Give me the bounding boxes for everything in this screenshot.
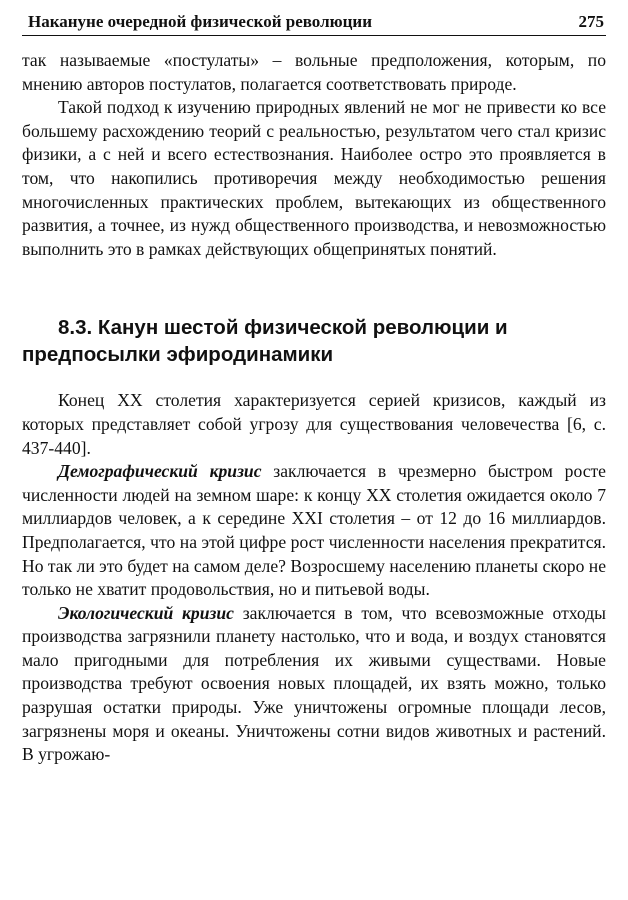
section-heading	[22, 314, 606, 368]
page-number: 275	[578, 12, 604, 31]
term-demographic-crisis: Демографический кризис	[58, 461, 262, 482]
ecological-crisis-text: заключается в том, что всевозможные отходы производства загрязнили планету настолько, что и вода, и воздух становятся мало пригодными для потребления их живыми существами. Новые производства требуют освоения новых площадей, их взять можно, только разрушая остатки природы. Уже уничтожены огромные площади лесов, загрязнены моря и океаны. Уничтожены сотни видов животных и растений. В угрожаю-	[22, 602, 606, 765]
paragraph-continuation: так называемые «постулаты» – вольные предположения, которым, по мнению авторов постулатов, полагается соответствовать природе.	[22, 50, 606, 94]
paragraph-demographic-crisis	[22, 460, 606, 602]
section-heading-line-1: 8.3. Канун шестой физической революции и	[58, 316, 508, 340]
term-ecological-crisis: Экологический кризис	[58, 602, 234, 623]
demographic-crisis-text: заключается в чрезмерно быстром росте численности людей на земном шаре: к концу ХХ столетия ожидается около 7 миллиардов человек, а к середине ХХI столетия – от 12 до 16 миллиардов. Предполагается, что на этой цифре рост численности населения прекратится. Но так ли это будет на самом деле? Возросшему населению планеты скоро не только не хватит продовольствия, но и питьевой воды.	[22, 461, 606, 600]
paragraph-intro: Конец ХХ столетия характеризуется серией кризисов, каждый из которых представляет собой угрозу для существования человечества [6, с. 437-440].	[22, 390, 606, 458]
book-page	[22, 12, 606, 767]
section-heading-line-2: предпосылки эфиродинамики	[22, 343, 334, 367]
running-header	[22, 12, 606, 36]
paragraph-ecological-crisis	[22, 602, 606, 767]
paragraph-crisis-of-physics: Такой подход к изучению природных явлений не мог не привести ко все большему расхождению теорий с реальностью, результатом чего стал кризис физики, а с ней и всего естествознания. Наиболее остро это проявляется в том, что накопились противоречия между необходимостью решения многочисленных практических проблем, вытекающих из общественного развития, а точнее, из нужд общественного производства, и невозможностью выполнить это в рамках действующих общепринятых понятий.	[22, 97, 606, 259]
running-header-title: Накануне очередной физической революции	[28, 12, 372, 31]
